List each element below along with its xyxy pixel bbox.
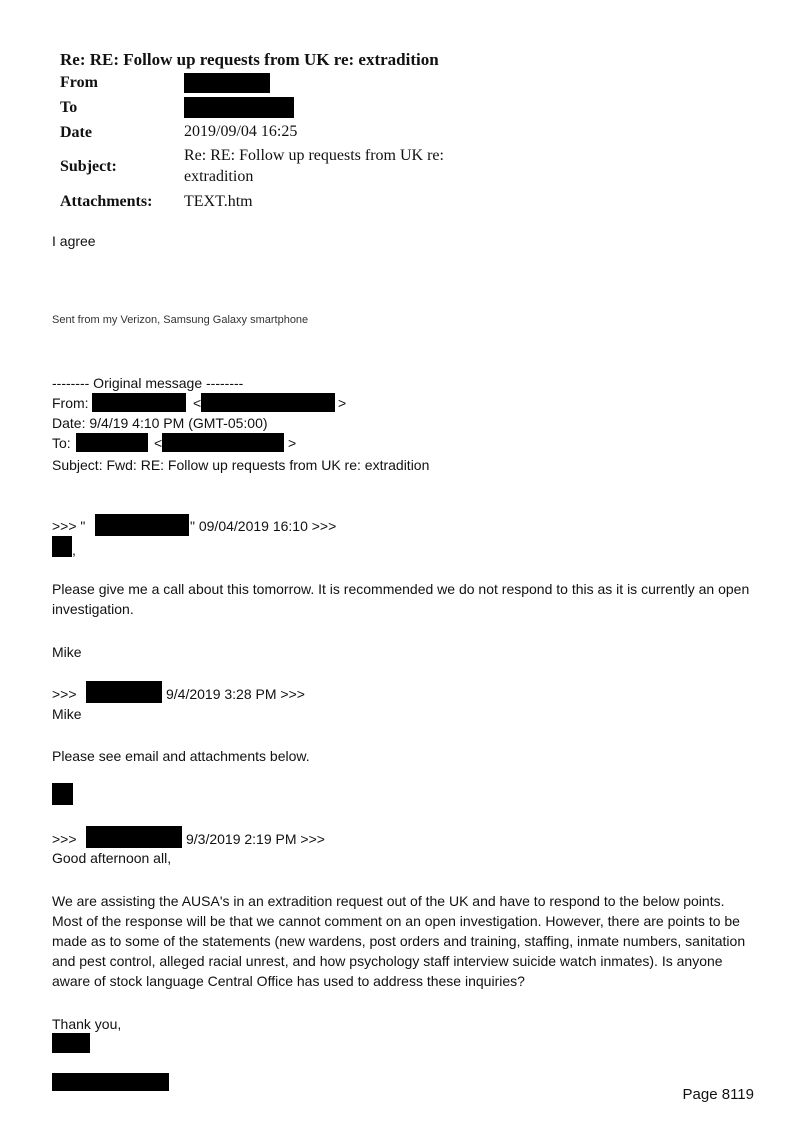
thread2-greeting: Mike (52, 706, 82, 722)
orig-from-lt: < (193, 395, 202, 411)
redacted-thread2-sender (86, 681, 162, 703)
page-number: Page 8119 (682, 1086, 754, 1103)
redacted-thread1-sender (95, 514, 189, 536)
redacted-from (184, 73, 270, 93)
thread3-greeting: Good afternoon all, (52, 850, 172, 866)
orig-date: Date: 9/4/19 4:10 PM (GMT-05:00) (52, 415, 268, 431)
redacted-thread3-sender (86, 826, 182, 848)
mobile-signature: Sent from my Verizon, Samsung Galaxy smartphone (52, 314, 309, 326)
to-label: To (60, 99, 78, 116)
thread1-suffix: " 09/04/2019 16:10 >>> (190, 518, 337, 534)
orig-to-gt: > (288, 435, 297, 451)
redacted-thread3-sign (52, 1033, 90, 1053)
redacted-orig-from-email (201, 393, 335, 412)
orig-subject: Subject: Fwd: RE: Follow up requests from UK re: extradition (52, 457, 430, 473)
orig-from-gt: > (338, 395, 347, 411)
orig-to-lt: < (154, 435, 163, 451)
email-title: Re: RE: Follow up requests from UK re: extradition (60, 50, 439, 69)
thread1-sign: Mike (52, 644, 82, 660)
attachment-link[interactable]: TEXT.htm (184, 193, 253, 210)
thread3-prefix: >>> (52, 831, 77, 847)
thread2-prefix: >>> (52, 686, 77, 702)
thread2-suffix: 9/4/2019 3:28 PM >>> (166, 686, 305, 702)
subject-value-line1: Re: RE: Follow up requests from UK re: (184, 147, 444, 164)
redacted-thread1-recipient (52, 536, 72, 557)
thread1-prefix: >>> " (52, 518, 86, 534)
original-divider: -------- Original message -------- (52, 375, 244, 391)
from-label: From (60, 74, 98, 91)
redacted-footer-line (52, 1073, 169, 1091)
thread3-suffix: 9/3/2019 2:19 PM >>> (186, 831, 325, 847)
redacted-orig-from-name (92, 393, 186, 412)
thread1-comma: , (72, 542, 76, 558)
redacted-to (184, 97, 294, 118)
orig-to-prefix: To: (52, 435, 71, 451)
reply-text: I agree (52, 233, 96, 249)
thread3-paragraph: We are assisting the AUSA's in an extradition request out of the UK and have to respond to the below points. Most of the response will be that we cannot comment on an open investigation. However, there are points to be made as to some of the statements (new wardens, post orders and training, staffing, inmate numbers, sanitation and pest control, alleged racial unrest, and how psychology staff interview suicide watch inmates). Is anyone aware of stock language Central Office has used to address these inquiries? (52, 893, 746, 989)
date-label: Date (60, 124, 92, 141)
thread2-paragraph: Please see email and attachments below. (52, 748, 310, 764)
orig-from-prefix: From: (52, 395, 89, 411)
redacted-orig-to-name (76, 433, 148, 452)
subject-label: Subject: (60, 158, 117, 175)
redacted-thread2-sign (52, 783, 73, 805)
thread1-paragraph: Please give me a call about this tomorrow. It is recommended we do not respond to this as it is currently an open investigation. (52, 581, 750, 617)
thread3-thanks: Thank you, (52, 1016, 122, 1032)
redacted-orig-to-email (162, 433, 284, 452)
date-value: 2019/09/04 16:25 (184, 123, 298, 140)
subject-value-line2: extradition (184, 168, 254, 185)
attachments-label: Attachments: (60, 193, 153, 210)
